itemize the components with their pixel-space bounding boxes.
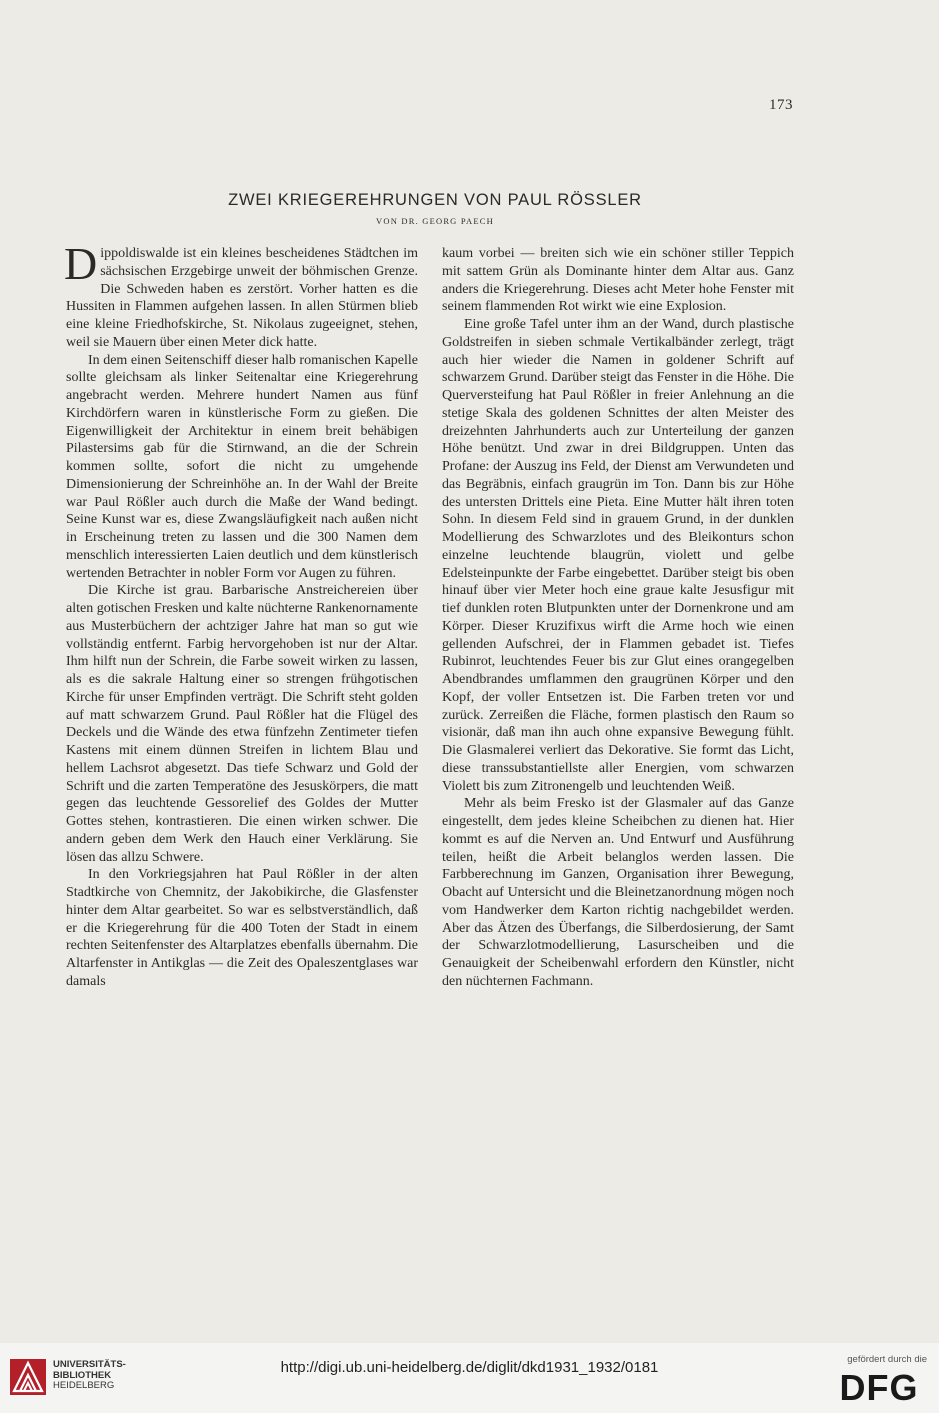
permalink-url[interactable]: http://digi.ub.uni-heidelberg.de/diglit/dkd1931_1932/0181	[280, 1359, 659, 1376]
library-name-line: BIBLIOTHEK	[53, 1369, 112, 1381]
dfg-logo-text: DFG	[839, 1370, 919, 1404]
text-column-right	[442, 245, 794, 991]
paragraph: Die Kirche ist grau. Barbarische Anstreichereien über alten gotischen Fresken und kalte nüchterne Rankenornamente aus Musterbüchern der achtziger Jahre hat man so gut wie vollständig entfernt. Farbig hervorgehoben ist nur der Altar. Ihm hilft nun der Schrein, die Farbe soweit wirken zu lassen, als es die sakrale Haltung einer so strengen frühgotischen Kirche für unser Empfinden verträgt. Die Schrift steht golden auf matt schwarzem Grund. Paul Rößler hat die Flügel des Deckels und die Wände des etwa fünfzehn Zentimeter tiefen Kastens mit einem dünnen Streifen in lichtem Blau und hellem Lachsrot abgesetzt. Das tiefe Schwarz und Gold der Schrift und die zarten Temperatöne des Jesuskörpers, die matt gegen das leuchtende Gessorelief des Goldes der Mutter Gottes stehen, kontrastieren. Die einen wirken schwer. Die andern geben dem Werk den Hauch einer Verklärung. Sie lösen das allzu Schwere.	[66, 583, 418, 865]
paragraph: Eine große Tafel unter ihm an der Wand, durch plastische Goldstreifen in sieben schmale Vertikalbänder zerlegt, trägt auch hier wieder die Namen in goldener Schrift auf schwarzem Grund. Darüber steigt das Fenster in die Höhe. Die Querversteifung hat Paul Rößler in freier Anlehnung an die stetige Skala des goldenen Schnittes der alten Meister des dreizehnten Jahrhunderts auch zur Unterteilung der ganzen Höhe benützt. Und zwar in drei Bildgruppen. Unten das Profane: der Auszug ins Feld, der Dienst am Verwundeten und das Begräbnis, einfach graugrün im Ton. Dann bis zur Höhe des untersten Drittels eine Pieta. Eine Mutter hält ihren toten Sohn. In diesem Feld sind in grauem Grund, in der dunklen Modellierung des Schwarzlotes und des Bleikonturs schon einzelne leuchtende blaugrün, violett und gelbe Edelsteinpunkte der Farbe eingebettet. Darüber steigt bis oben hinauf über vier Meter hoch eine graue kalte Jesusfigur mit tief dunklen roten Blutpunkten unter der Dornenkrone und am Körper. Dieser Kruzifixus wirft die Arme hoch wie einen gellenden Aufschrei, der in Flammen gebadet ist. Tiefes Rubinrot, leuchtendes Feuer bis zur Glut eines orangegelben Abendbrandes umflammen den graugrünen Körper und den Kopf, der voller Entsetzen ist. Die Farben treten vor und zurück. Zerreißen die Fläche, formen plastisch den Raum so visionär, daß man ihn auch ohne expansive Bewegung fühlt. Die Glasmalerei verliert das Dekorative. Sie formt das Licht, diese transsubstantiellste aller Energien, vom schwarzen Violett bis zum Zitronengelb und leuchtenden Weiß.	[442, 317, 794, 794]
drop-cap: D	[64, 238, 98, 289]
article-title: ZWEI KRIEGEREHRUNGEN VON PAUL RÖSSLER	[228, 191, 642, 209]
paragraph: In dem einen Seitenschiff dieser halb romanischen Kapelle sollte gleichsam als linker Seitenaltar eine Kriegerehrung angebracht werden. Mehrere hundert Namen aus fünf Kirchdörfern waren in künstlerische Form zu gießen. Die Eigenwilligkeit der Architektur in einem breit behäbigen Pilastersims gab für die Stirnwand, an die der Schrein kommen sollte, sofort die nicht zu umgehende Dimensionierung der Schreinhöhe an. In der Wahl der Breite war Paul Rößler auch durch die Maße der Wand bedingt. Seine Kunst war es, diese Zwangsläufigkeit nach außen nicht in Erscheinung treten zu lassen und die 300 Namen dem menschlich interessierten Laien deutlich und dem künstlerisch wertenden Betrachter in nobler Form vor Augen zu führen.	[66, 352, 418, 581]
paragraph: kaum vorbei — breiten sich wie ein schöner stiller Teppich mit sattem Grün als Dominante hinter dem Altar aus. Ganz anders die Kriegerehrung. Dieses acht Meter hohe Fenster mit seinem flammenden Rot wirkt wie eine Explosion.	[442, 246, 794, 315]
paragraph: Mehr als beim Fresko ist der Glasmaler auf das Ganze eingestellt, dem jedes kleine Scheibchen zu dienen hat. Hier kommt es auf die Nerven an. Und Entwurf und Ausführung teilen, heißt die Arbeit belanglos werden lassen. Die Farbberechnung im Ganzen, Organisation ihrer Bewegung, Obacht auf Untersicht und die Bleinetzanordnung mögen noch vom Handwerker dem Karton richtig nachgebildet werden. Aber das Ätzen des Überfangs, die Silberdosierung, der Samt der Schwarzlotmodellierung, Lasurscheiben und die Genauigkeit der Scheibenwahl erfordern den Künstler, nicht den nüchternen Fachmann.	[442, 796, 794, 989]
dfg-logo-icon	[833, 1370, 925, 1404]
funding-notice: gefördert durch die	[847, 1354, 927, 1365]
text-column-left	[64, 238, 418, 991]
library-name-line: UNIVERSITÄTS-	[53, 1359, 126, 1370]
digitization-footer	[0, 1343, 939, 1413]
paragraph: In den Vorkriegsjahren hat Paul Rößler in der alten Stadtkirche von Chemnitz, der Jakobikirche, die Glasfenster hinter dem Altar gearbeitet. So war es selbstverständlich, daß er die Kriegerehrung für die 400 Toten der Stadt in einem rechten Seitenfenster des Altarplatzes ebenfalls übernahm. Die Altarfenster in Antikglas — die Zeit des Opaleszentglases war damals	[66, 867, 418, 989]
library-name-line: HEIDELBERG	[53, 1380, 115, 1391]
paragraph: Dippoldiswalde ist ein kleines bescheidenes Städtchen im sächsischen Erzgebirge unweit der böhmischen Grenze. Die Schweden haben es zerstört. Vorher hatten es die Hussiten in Flammen aufgehen lassen. In allen Stürmen blieb eine kleine Friedhofskirche, St. Nikolaus zugeeignet, stehen, weil sie Mauern über einen Meter dick hatte.	[64, 238, 418, 350]
article-byline: VON DR. GEORG PAECH	[376, 216, 494, 226]
page-number: 173	[769, 97, 793, 113]
